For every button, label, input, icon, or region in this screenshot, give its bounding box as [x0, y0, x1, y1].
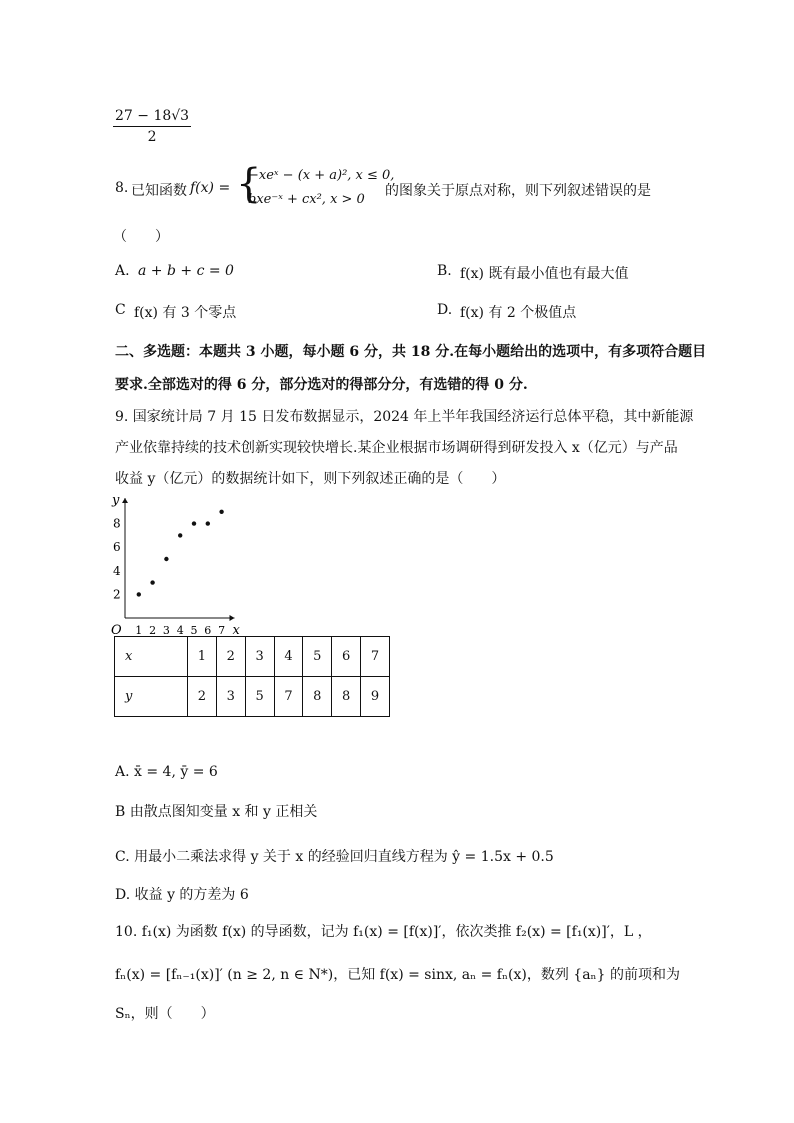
top-fraction	[113, 108, 191, 145]
q8-piecewise-brace: {	[236, 161, 262, 207]
q9-option-d: D. 收益 y 的方差为 6	[115, 887, 249, 903]
x-tick-label: 1	[135, 624, 143, 637]
scatter-point	[178, 533, 182, 537]
table-row-x	[115, 637, 390, 677]
table-cell: 6	[332, 637, 361, 677]
table-cell: 5	[245, 677, 274, 717]
table-cell: 2	[216, 637, 245, 677]
table-row-label: y	[115, 677, 188, 717]
q8-option-c-label: C	[115, 302, 126, 318]
q8-option-d-label: D.	[437, 302, 453, 318]
y-tick-label: 8	[113, 516, 121, 531]
table-cell: 8	[303, 677, 332, 717]
q9-option-c: C. 用最小二乘法求得 y 关于 x 的经验回归直线方程为 ŷ = 1.5x + 0.5	[115, 849, 554, 865]
q9-line-1: 9. 国家统计局 7 月 15 日发布数据显示，2024 年上半年我国经济运行总体平稳，其中新能源	[115, 409, 694, 425]
table-row-label: x	[115, 637, 188, 677]
q9-line-3: 收益 y（亿元）的数据统计如下，则下列叙述正确的是（ ）	[115, 471, 506, 487]
y-tick-label: 6	[113, 540, 121, 555]
table-cell: 5	[303, 637, 332, 677]
table-cell: 3	[216, 677, 245, 717]
x-axis-label: x	[232, 623, 240, 638]
q8-answer-paren: （ ）	[113, 229, 169, 245]
scatter-plot	[108, 488, 258, 638]
table-cell: 2	[188, 677, 217, 717]
scatter-point	[192, 521, 196, 525]
q9-option-a: A. x̄ = 4, ȳ = 6	[115, 764, 218, 780]
table-row-y	[115, 677, 390, 717]
q10-line-1: 10. f₁(x) 为函数 f(x) 的导函数，记为 f₁(x) = [f(x)]′，依次类推 f₂(x) = [f₁(x)]′，L ，	[115, 924, 652, 940]
section-2-line-2: 要求.全部选对的得 6 分，部分选对的得部分分，有选错的得 0 分.	[115, 377, 528, 393]
q8-option-a-text: a + b + c = 0	[138, 263, 234, 279]
x-tick-label: 2	[149, 624, 157, 637]
x-tick-label: 3	[162, 624, 170, 637]
q8-option-a-label: A.	[115, 263, 130, 279]
q8-option-c-text: f(x) 有 3 个零点	[134, 305, 237, 321]
q8-option-b-label: B.	[437, 263, 452, 279]
table-cell: 7	[361, 637, 390, 677]
x-tick-label: 5	[190, 624, 198, 637]
q10-line-2: fₙ(x) = [fₙ₋₁(x)]′ (n ≥ 2, n ∈ N*)，已知 f(x) = sinx, aₙ = fₙ(x)，数列 {aₙ} 的前项和为	[115, 967, 680, 983]
table-cell: 4	[274, 637, 303, 677]
section-2-line-1: 二、多选题：本题共 3 小题，每小题 6 分，共 18 分.在每小题给出的选项中，有多项符合题目	[115, 344, 707, 360]
table-cell: 9	[361, 677, 390, 717]
fraction-denominator: 2	[147, 129, 157, 145]
q8-prefix: 已知函数	[131, 183, 187, 199]
data-table	[114, 636, 390, 717]
x-tick-label: 4	[176, 624, 184, 637]
q8-case-2: bxe⁻ˣ + cx², x > 0	[248, 192, 365, 207]
q8-function-label: f(x) =	[190, 180, 231, 196]
scatter-point	[150, 580, 154, 584]
x-axis-arrow	[230, 615, 235, 621]
table-cell: 1	[188, 637, 217, 677]
scatter-point	[137, 592, 141, 596]
q9-line-2: 产业依靠持续的技术创新实现较快增长.某企业根据市场调研得到研发投入 x（亿元）与产品	[115, 440, 678, 456]
y-tick-label: 4	[113, 563, 121, 578]
q9-option-b: B 由散点图知变量 x 和 y 正相关	[115, 804, 318, 820]
y-tick-label: 2	[113, 587, 121, 602]
x-tick-label: 7	[218, 624, 226, 637]
y-axis-label: y	[112, 493, 120, 508]
scatter-point	[206, 521, 210, 525]
q8-option-d-text: f(x) 有 2 个极值点	[460, 305, 577, 321]
y-axis-arrow	[122, 498, 128, 503]
table-cell: 3	[245, 637, 274, 677]
q8-number: 8.	[115, 180, 129, 196]
table-cell: 7	[274, 677, 303, 717]
scatter-point	[219, 510, 223, 514]
q8-case-1: −xeˣ − (x + a)², x ≤ 0,	[248, 168, 395, 183]
q8-suffix: 的图象关于原点对称，则下列叙述错误的是	[385, 183, 651, 199]
scatter-point	[164, 557, 168, 561]
q8-option-b-text: f(x) 既有最小值也有最大值	[460, 266, 629, 282]
fraction-numerator: 27 − 18√3	[113, 108, 191, 127]
table-cell: 8	[332, 677, 361, 717]
x-tick-label: 6	[204, 624, 212, 637]
origin-label: O	[111, 623, 122, 638]
q10-line-3: Sₙ，则（ ）	[115, 1006, 215, 1022]
